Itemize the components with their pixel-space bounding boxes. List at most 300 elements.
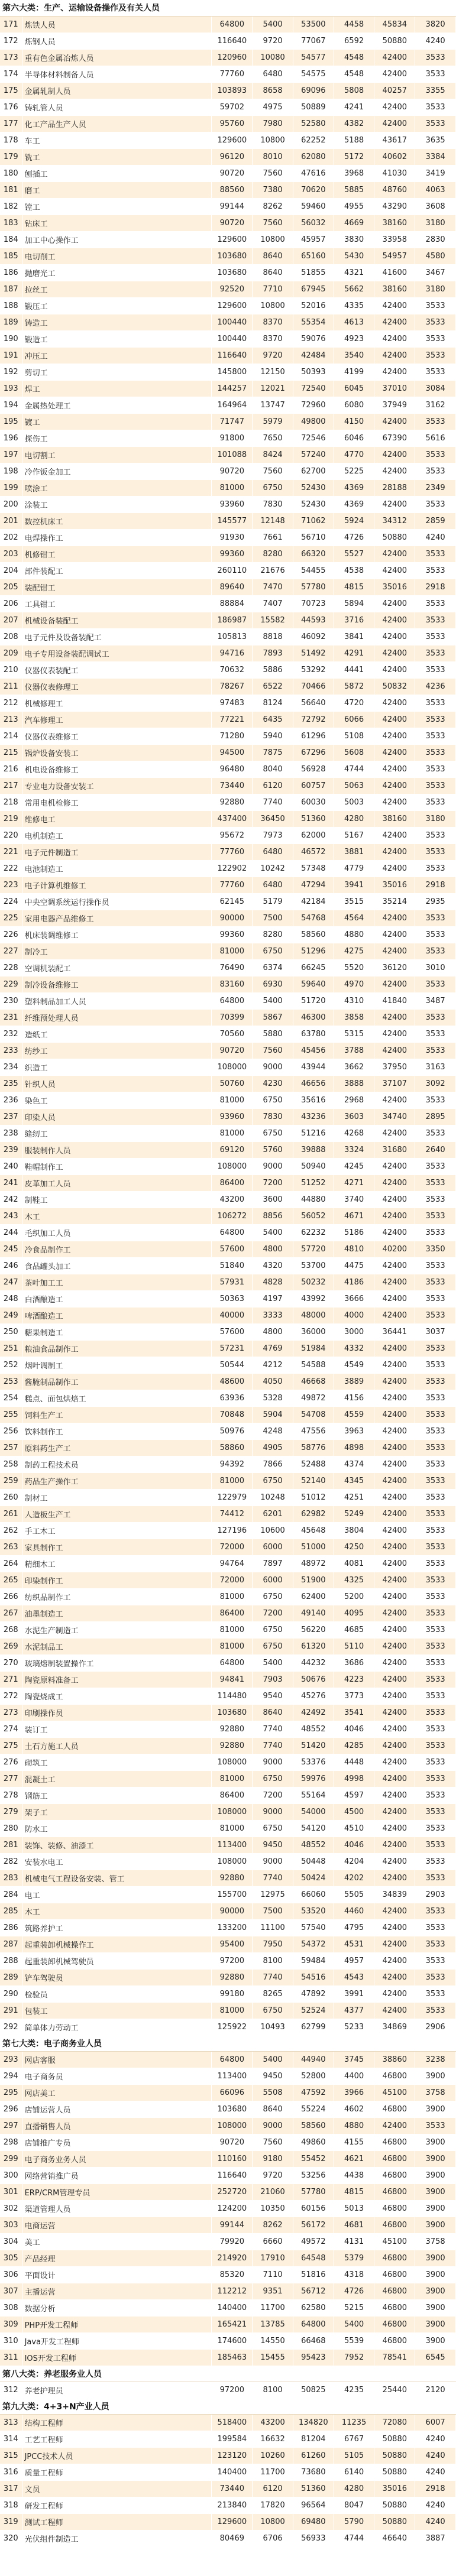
row-number: 312 [0, 2382, 22, 2398]
row-number: 203 [0, 546, 22, 562]
value-3: 61296 [293, 728, 334, 744]
occupation-name: 染色工 [22, 1092, 212, 1108]
value-5: 42400 [374, 1439, 415, 1456]
value-5: 43617 [374, 132, 415, 148]
value-3: 56172 [293, 2217, 334, 2233]
row-number: 186 [0, 264, 22, 281]
value-2: 5400 [253, 16, 293, 33]
occupation-name: 镗工 [22, 198, 212, 215]
row-number: 306 [0, 2266, 22, 2283]
value-5: 42400 [374, 330, 415, 347]
value-3: 54588 [293, 1357, 334, 1373]
row-number: 260 [0, 1489, 22, 1506]
value-5: 42400 [374, 595, 415, 612]
value-3: 56710 [293, 529, 334, 546]
value-6: 3010 [415, 959, 456, 976]
value-3: 51720 [293, 992, 334, 1009]
value-4: 4531 [334, 1936, 374, 1952]
value-5: 42400 [374, 1340, 415, 1357]
table-row [0, 430, 456, 446]
value-1: 92880 [212, 1870, 253, 1886]
value-5: 48760 [374, 181, 415, 198]
row-number: 305 [0, 2250, 22, 2266]
value-2: 6930 [253, 976, 293, 992]
value-3: 66320 [293, 546, 334, 562]
row-number: 268 [0, 1621, 22, 1638]
row-number: 197 [0, 446, 22, 463]
value-5: 46800 [374, 2283, 415, 2299]
value-4: 4923 [334, 330, 374, 347]
table-row [0, 1026, 456, 1042]
table-row [0, 1224, 456, 1241]
value-5: 38160 [374, 281, 415, 297]
value-4: 5215 [334, 2299, 374, 2316]
value-6: 3419 [415, 165, 456, 181]
occupation-name: 机械设备装配工 [22, 612, 212, 628]
table-row [0, 1290, 456, 1307]
category-title: 第六大类：生产、运输设备操作及有关人员 [0, 0, 456, 16]
value-2: 10800 [253, 2513, 293, 2530]
value-6: 3533 [415, 1837, 456, 1853]
value-4: 4549 [334, 1357, 374, 1373]
occupation-name: 铸轧管人员 [22, 99, 212, 115]
value-4: 5430 [334, 248, 374, 264]
value-3: 44940 [293, 2051, 334, 2068]
occupation-name: 啤酒酿造工 [22, 1307, 212, 1323]
value-5: 42400 [374, 843, 415, 860]
value-5: 50880 [374, 2464, 415, 2480]
value-5: 34740 [374, 1108, 415, 1125]
value-1: 99360 [212, 546, 253, 562]
occupation-name: 印刷操作员 [22, 1704, 212, 1721]
value-2: 17910 [253, 2250, 293, 2266]
value-2: 6000 [253, 1572, 293, 1588]
value-3: 50889 [293, 99, 334, 115]
value-6: 3533 [415, 1803, 456, 1820]
value-4: 4460 [334, 1903, 374, 1919]
value-6: 4580 [415, 248, 456, 264]
value-6: 3533 [415, 711, 456, 728]
row-number: 281 [0, 1837, 22, 1853]
row-number: 243 [0, 1208, 22, 1224]
value-2: 6750 [253, 1638, 293, 1654]
row-number: 287 [0, 1936, 22, 1952]
value-1: 199584 [212, 2431, 253, 2447]
value-4: 3888 [334, 1075, 374, 1092]
value-5: 42400 [374, 695, 415, 711]
value-3: 54577 [293, 49, 334, 66]
value-5: 42400 [374, 1853, 415, 1870]
value-5: 36120 [374, 959, 415, 976]
value-2: 6435 [253, 711, 293, 728]
value-4: 5924 [334, 512, 374, 529]
value-5: 46640 [374, 2530, 415, 2546]
value-5: 42400 [374, 1274, 415, 1290]
value-4: 4280 [334, 2480, 374, 2497]
value-2: 8262 [253, 2217, 293, 2233]
table-row [0, 744, 456, 761]
row-number: 238 [0, 1125, 22, 1141]
table-row [0, 2513, 456, 2530]
occupation-name: 加工中心操作工 [22, 231, 212, 248]
value-4: 3540 [334, 347, 374, 364]
table-row [0, 579, 456, 595]
value-3: 66468 [293, 2332, 334, 2349]
value-1: 103680 [212, 1704, 253, 1721]
value-5: 42400 [374, 728, 415, 744]
value-1: 94764 [212, 1555, 253, 1572]
table-row [0, 49, 456, 66]
value-4: 4671 [334, 1208, 374, 1224]
value-2: 16632 [253, 2431, 293, 2447]
value-1: 103680 [212, 248, 253, 264]
value-1: 186987 [212, 612, 253, 628]
value-2: 9000 [253, 1158, 293, 1175]
value-5: 46800 [374, 2101, 415, 2117]
occupation-name: 半导体材料制备人员 [22, 66, 212, 82]
value-5: 37950 [374, 1059, 415, 1075]
table-row [0, 1191, 456, 1208]
table-row [0, 1092, 456, 1108]
value-1: 99180 [212, 1985, 253, 2002]
value-1: 57931 [212, 1274, 253, 1290]
table-row [0, 1936, 456, 1952]
value-5: 41840 [374, 992, 415, 1009]
value-5: 42400 [374, 1456, 415, 1472]
value-6: 4240 [415, 2497, 456, 2513]
value-1: 94500 [212, 744, 253, 761]
value-5: 42400 [374, 446, 415, 463]
value-6: 3900 [415, 2068, 456, 2084]
occupation-name: 检验员 [22, 1985, 212, 2002]
row-number: 225 [0, 910, 22, 926]
occupation-name: 喷涂工 [22, 479, 212, 496]
value-5: 50880 [374, 2431, 415, 2447]
occupation-name: 食品罐头加工 [22, 1257, 212, 1274]
value-1: 81000 [212, 1621, 253, 1638]
value-1: 123120 [212, 2447, 253, 2464]
value-4: 4291 [334, 645, 374, 661]
table-row [0, 2497, 456, 2513]
row-number: 283 [0, 1870, 22, 1886]
value-4: 4602 [334, 2101, 374, 2117]
row-number: 206 [0, 595, 22, 612]
table-row [0, 827, 456, 843]
value-3: 73680 [293, 2464, 334, 2480]
value-5: 42400 [374, 1936, 415, 1952]
row-number: 216 [0, 761, 22, 777]
occupation-name: 镀工 [22, 413, 212, 430]
value-3: 53500 [293, 16, 334, 33]
value-1: 260110 [212, 562, 253, 579]
value-5: 42400 [374, 1787, 415, 1803]
table-row [0, 1357, 456, 1373]
value-1: 81000 [212, 943, 253, 959]
value-4: 4271 [334, 1175, 374, 1191]
value-1: 95760 [212, 115, 253, 132]
value-3: 69096 [293, 82, 334, 99]
value-5: 37010 [374, 380, 415, 397]
value-6: 3533 [415, 860, 456, 877]
value-4: 3515 [334, 893, 374, 910]
value-4: 3941 [334, 877, 374, 893]
value-2: 12148 [253, 512, 293, 529]
value-1: 62145 [212, 893, 253, 910]
table-row [0, 446, 456, 463]
table-row [0, 893, 456, 910]
table-row [0, 1737, 456, 1754]
value-2: 5400 [253, 2051, 293, 2068]
value-5: 42400 [374, 1803, 415, 1820]
value-2: 10800 [253, 297, 293, 314]
value-4: 4235 [334, 2382, 374, 2398]
row-number: 180 [0, 165, 22, 181]
occupation-name: 车工 [22, 132, 212, 148]
table-row [0, 198, 456, 215]
value-5: 46800 [374, 2332, 415, 2349]
value-3: 52016 [293, 297, 334, 314]
value-1: 70848 [212, 1406, 253, 1423]
value-2: 8658 [253, 82, 293, 99]
value-3: 43944 [293, 1059, 334, 1075]
row-number: 227 [0, 943, 22, 959]
value-6: 3533 [415, 1274, 456, 1290]
value-2: 21676 [253, 562, 293, 579]
occupation-name: 造纸工 [22, 1026, 212, 1042]
value-5: 50832 [374, 678, 415, 695]
value-2: 10248 [253, 1489, 293, 1506]
table-row [0, 314, 456, 330]
value-4: 3788 [334, 1042, 374, 1059]
row-number: 176 [0, 99, 22, 115]
occupation-name: 锻压工 [22, 297, 212, 314]
value-2: 7200 [253, 1175, 293, 1191]
occupation-name: 重有色金属冶炼人员 [22, 49, 212, 66]
occupation-name: 文员 [22, 2480, 212, 2497]
value-4: 4318 [334, 2266, 374, 2283]
value-1: 91800 [212, 430, 253, 446]
row-number: 212 [0, 695, 22, 711]
value-4: 3804 [334, 1522, 374, 1539]
value-1: 129600 [212, 132, 253, 148]
value-6: 3533 [415, 595, 456, 612]
value-1: 57600 [212, 1241, 253, 1257]
occupation-name: JPCC技术人员 [22, 2447, 212, 2464]
row-number: 175 [0, 82, 22, 99]
value-5: 36441 [374, 1323, 415, 1340]
occupation-name: 铲车驾驶员 [22, 1969, 212, 1985]
value-5: 42400 [374, 115, 415, 132]
value-1: 64800 [212, 2051, 253, 2068]
row-number: 196 [0, 430, 22, 446]
value-5: 42400 [374, 463, 415, 479]
value-4: 4377 [334, 2002, 374, 2019]
value-3: 71062 [293, 512, 334, 529]
value-3: 51900 [293, 1572, 334, 1588]
value-2: 3600 [253, 1191, 293, 1208]
value-3: 56712 [293, 2283, 334, 2299]
occupation-name: 木工 [22, 1903, 212, 1919]
value-1: 110160 [212, 2150, 253, 2167]
value-1: 129600 [212, 2513, 253, 2530]
occupation-name: 电子元件制造工 [22, 843, 212, 860]
value-1: 144257 [212, 380, 253, 397]
occupation-name: 结构工程师 [22, 2414, 212, 2431]
value-5: 50880 [374, 33, 415, 49]
occupation-name: 店铺运营人员 [22, 2101, 212, 2117]
occupation-name: 电子商务业务人员 [22, 2150, 212, 2167]
table-row [0, 496, 456, 512]
row-number: 290 [0, 1985, 22, 2002]
value-5: 35214 [374, 893, 415, 910]
value-5: 50880 [374, 529, 415, 546]
value-3: 57720 [293, 1241, 334, 1257]
occupation-name: 制药工程技术员 [22, 1456, 212, 1472]
value-1: 59702 [212, 99, 253, 115]
table-row [0, 810, 456, 827]
row-number: 255 [0, 1406, 22, 1423]
value-4: 3963 [334, 1423, 374, 1439]
value-6: 3533 [415, 66, 456, 82]
table-row [0, 2200, 456, 2217]
row-number: 276 [0, 1754, 22, 1770]
value-2: 5400 [253, 992, 293, 1009]
value-3: 54575 [293, 66, 334, 82]
value-2: 36450 [253, 810, 293, 827]
value-5: 42400 [374, 1969, 415, 1985]
value-5: 42400 [374, 297, 415, 314]
value-5: 46800 [374, 2250, 415, 2266]
value-4: 4720 [334, 695, 374, 711]
value-4: 4332 [334, 1340, 374, 1357]
table-row [0, 2002, 456, 2019]
value-5: 40200 [374, 1241, 415, 1257]
value-4: 4268 [334, 1125, 374, 1141]
row-number: 265 [0, 1572, 22, 1588]
value-2: 4320 [253, 1257, 293, 1274]
occupation-name: 养老护理员 [22, 2382, 212, 2398]
table-row [0, 1671, 456, 1688]
occupation-name: 电子专用设备装配调试工 [22, 645, 212, 661]
value-5: 42400 [374, 1158, 415, 1175]
occupation-name: IOS开发工程师 [22, 2349, 212, 2366]
occupation-name: 美工 [22, 2233, 212, 2250]
value-1: 120960 [212, 49, 253, 66]
value-1: 48600 [212, 1373, 253, 1390]
value-1: 81000 [212, 1770, 253, 1787]
value-5: 40257 [374, 82, 415, 99]
row-number: 195 [0, 413, 22, 430]
row-number: 193 [0, 380, 22, 397]
occupation-name: 包装工 [22, 2002, 212, 2019]
table-row [0, 992, 456, 1009]
value-2: 10600 [253, 1522, 293, 1539]
value-2: 7950 [253, 1936, 293, 1952]
value-6: 3533 [415, 1423, 456, 1439]
value-6: 3533 [415, 1820, 456, 1837]
row-number: 207 [0, 612, 22, 628]
value-3: 53292 [293, 661, 334, 678]
value-1: 114480 [212, 1688, 253, 1704]
occupation-name: 金属轧制人员 [22, 82, 212, 99]
occupation-name: 质量工程师 [22, 2464, 212, 2480]
value-2: 6374 [253, 959, 293, 976]
value-2: 6750 [253, 1621, 293, 1638]
value-4: 5379 [334, 2250, 374, 2266]
occupation-name: 中央空调系统运行操作员 [22, 893, 212, 910]
value-5: 42400 [374, 413, 415, 430]
occupation-name: 鞋帽制作工 [22, 1158, 212, 1175]
row-number: 209 [0, 645, 22, 661]
value-5: 42400 [374, 546, 415, 562]
value-4: 4538 [334, 562, 374, 579]
value-1: 92880 [212, 794, 253, 810]
table-row [0, 380, 456, 397]
row-number: 301 [0, 2184, 22, 2200]
value-3: 51855 [293, 264, 334, 281]
value-4: 5188 [334, 132, 374, 148]
value-5: 67390 [374, 430, 415, 446]
value-2: 6480 [253, 843, 293, 860]
value-3: 69480 [293, 2513, 334, 2530]
table-row [0, 364, 456, 380]
table-row [0, 910, 456, 926]
value-1: 50760 [212, 1075, 253, 1092]
value-3: 51420 [293, 1737, 334, 1754]
row-number: 248 [0, 1290, 22, 1307]
value-6: 3900 [415, 2299, 456, 2316]
value-3: 48552 [293, 1837, 334, 1853]
value-2: 7200 [253, 1605, 293, 1621]
occupation-name: 水泥制品工 [22, 1638, 212, 1654]
value-2: 7470 [253, 579, 293, 595]
value-3: 59640 [293, 976, 334, 992]
value-5: 42400 [374, 976, 415, 992]
value-6: 3533 [415, 1985, 456, 2002]
value-4: 4335 [334, 297, 374, 314]
value-2: 7200 [253, 1787, 293, 1803]
value-1: 92880 [212, 1721, 253, 1737]
value-3: 44880 [293, 1191, 334, 1208]
value-4: 4998 [334, 1770, 374, 1787]
table-row [0, 860, 456, 877]
value-4: 5608 [334, 744, 374, 761]
occupation-name: 印染人员 [22, 1108, 212, 1125]
occupation-name: 原料药生产工 [22, 1439, 212, 1456]
row-number: 251 [0, 1340, 22, 1357]
value-1: 103893 [212, 82, 253, 99]
value-6: 3887 [415, 2530, 456, 2546]
value-6: 2918 [415, 579, 456, 595]
value-5: 42400 [374, 1224, 415, 1241]
value-5: 35016 [374, 579, 415, 595]
value-5: 42400 [374, 645, 415, 661]
value-6: 3533 [415, 314, 456, 330]
value-5: 46800 [374, 2184, 415, 2200]
value-3: 51012 [293, 1489, 334, 1506]
table-row [0, 2217, 456, 2233]
occupation-name: 工具钳工 [22, 595, 212, 612]
occupation-name: 安装水电工 [22, 1853, 212, 1870]
row-number: 307 [0, 2283, 22, 2299]
value-4: 3324 [334, 1141, 374, 1158]
table-row [0, 2447, 456, 2464]
value-1: 88884 [212, 595, 253, 612]
value-6: 3180 [415, 810, 456, 827]
value-5: 41600 [374, 264, 415, 281]
occupation-name: 药品生产操作工 [22, 1472, 212, 1489]
occupation-name: 起重装卸机械驾驶员 [22, 1952, 212, 1969]
